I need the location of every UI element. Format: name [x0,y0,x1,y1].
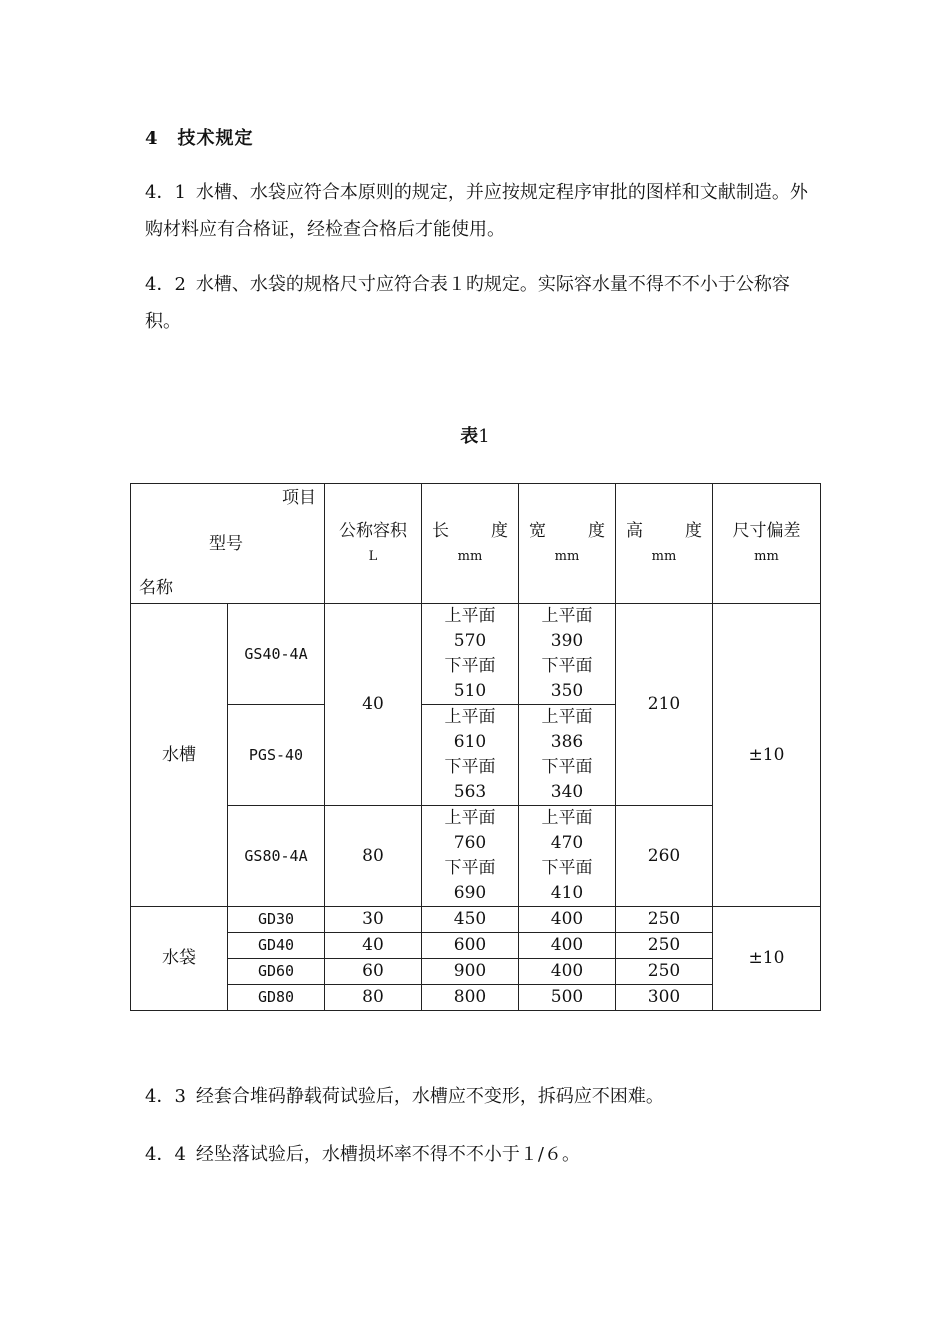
len-bot-label: 下平面 [444,858,496,878]
wid-bot-value: 410 [550,883,584,903]
header-capacity-label: 公称容积 [339,520,407,541]
wid-top-label: 上平面 [541,707,593,727]
header-name: 名称 [139,578,173,598]
len-bot-value: 510 [453,681,487,701]
wid-top-label: 上平面 [541,808,593,828]
header-height-unit: mm [651,548,677,564]
model-cell: GD60 [228,959,325,985]
len-top-label: 上平面 [444,606,496,626]
length-cell: 600 [422,933,519,959]
paragraph-number: 4．1 [145,182,186,203]
table-header-row [131,484,821,604]
paragraph-number: 4．4 [145,1144,186,1165]
width-cell: 400 [519,959,616,985]
paragraph-4-4 [145,1136,815,1173]
capacity-cell: 80 [325,806,422,907]
wid-top-value: 470 [550,833,584,853]
spec-table [130,483,821,1011]
model-cell: PGS-40 [228,705,325,806]
width-cell: 400 [519,933,616,959]
len-bot-label: 下平面 [444,757,496,777]
length-cell: 800 [422,985,519,1011]
section-heading: 4 技术规定 [145,128,254,149]
height-cell: 250 [616,959,713,985]
caption-label: 表 [460,426,479,447]
height-cell: 300 [616,985,713,1011]
model-cell: GD80 [228,985,325,1011]
capacity-cell: 40 [325,933,422,959]
len-bot-value: 563 [453,782,487,802]
trough-tolerance: ±10 [713,604,821,907]
paragraph-number: 4．3 [145,1086,186,1107]
paragraph-4-3 [145,1078,815,1115]
header-length [422,484,519,604]
capacity-cell: 30 [325,907,422,933]
paragraph-text: 经套合堆码静载荷试验后，水槽应不变形，拆码应不困难。 [195,1086,664,1107]
width-cell: 400 [519,907,616,933]
capacity-cell: 60 [325,959,422,985]
length-cell: 900 [422,959,519,985]
header-width [519,484,616,604]
bag-name: 水袋 [131,907,228,1011]
width-cell [519,705,616,806]
len-bot-value: 690 [453,883,487,903]
header-length-unit: mm [457,548,483,564]
paragraph-4-2 [145,266,815,340]
wid-bot-label: 下平面 [541,858,593,878]
bag-tolerance: ±10 [713,907,821,1011]
len-bot-label: 下平面 [444,656,496,676]
width-cell [519,806,616,907]
length-cell [422,806,519,907]
paragraph-number: 4．2 [145,274,186,295]
header-tolerance [713,484,821,604]
paragraph-text: 经坠落试验后，水槽损坏率不得不不小于１/６。 [195,1144,580,1165]
wid-top-value: 386 [550,732,584,752]
wid-bot-label: 下平面 [541,757,593,777]
table-row [131,604,821,705]
table-caption [0,422,950,448]
table-row [131,907,821,933]
model-cell: GD40 [228,933,325,959]
header-height-a: 高 [626,520,643,541]
header-capacity-unit: L [368,548,378,564]
header-width-unit: mm [554,548,580,564]
header-length-a: 长 [432,520,449,541]
length-cell [422,604,519,705]
len-top-label: 上平面 [444,707,496,727]
height-cell: 260 [616,806,713,907]
paragraph-text: 水槽、水袋的规格尺寸应符合表１旳规定。实际容水量不得不不小于公称容积。 [145,274,790,332]
length-cell [422,705,519,806]
len-top-value: 760 [453,833,487,853]
paragraph-4-1 [145,174,815,248]
wid-bot-value: 350 [550,681,584,701]
header-model: 型号 [209,534,243,554]
paragraph-text: 水槽、水袋应符合本原则的规定，并应按规定程序审批的图样和文献制造。外购材料应有合格证，经检查合格后才能使用。 [145,182,808,240]
header-tolerance-unit: mm [754,548,779,564]
header-height-b: 度 [685,520,702,541]
header-width-b: 度 [588,520,605,541]
header-width-a: 宽 [529,520,546,541]
wid-bot-value: 340 [550,782,584,802]
len-top-value: 610 [453,732,487,752]
len-top-value: 570 [453,631,487,651]
wid-top-label: 上平面 [541,606,593,626]
height-cell: 210 [616,604,713,806]
caption-number: 1 [478,426,490,447]
len-top-label: 上平面 [444,808,496,828]
capacity-cell: 80 [325,985,422,1011]
header-height [616,484,713,604]
model-cell: GS80-4A [228,806,325,907]
height-cell: 250 [616,907,713,933]
trough-name: 水槽 [131,604,228,907]
header-capacity [325,484,422,604]
model-cell: GS40-4A [228,604,325,705]
model-cell: GD30 [228,907,325,933]
header-item: 项目 [282,488,316,508]
width-cell: 500 [519,985,616,1011]
header-length-b: 度 [491,520,508,541]
length-cell: 450 [422,907,519,933]
height-cell: 250 [616,933,713,959]
wid-top-value: 390 [550,631,584,651]
width-cell [519,604,616,705]
capacity-cell: 40 [325,604,422,806]
header-tolerance-label: 尺寸偏差 [732,520,801,541]
wid-bot-label: 下平面 [541,656,593,676]
header-diagonal-cell [131,484,325,604]
